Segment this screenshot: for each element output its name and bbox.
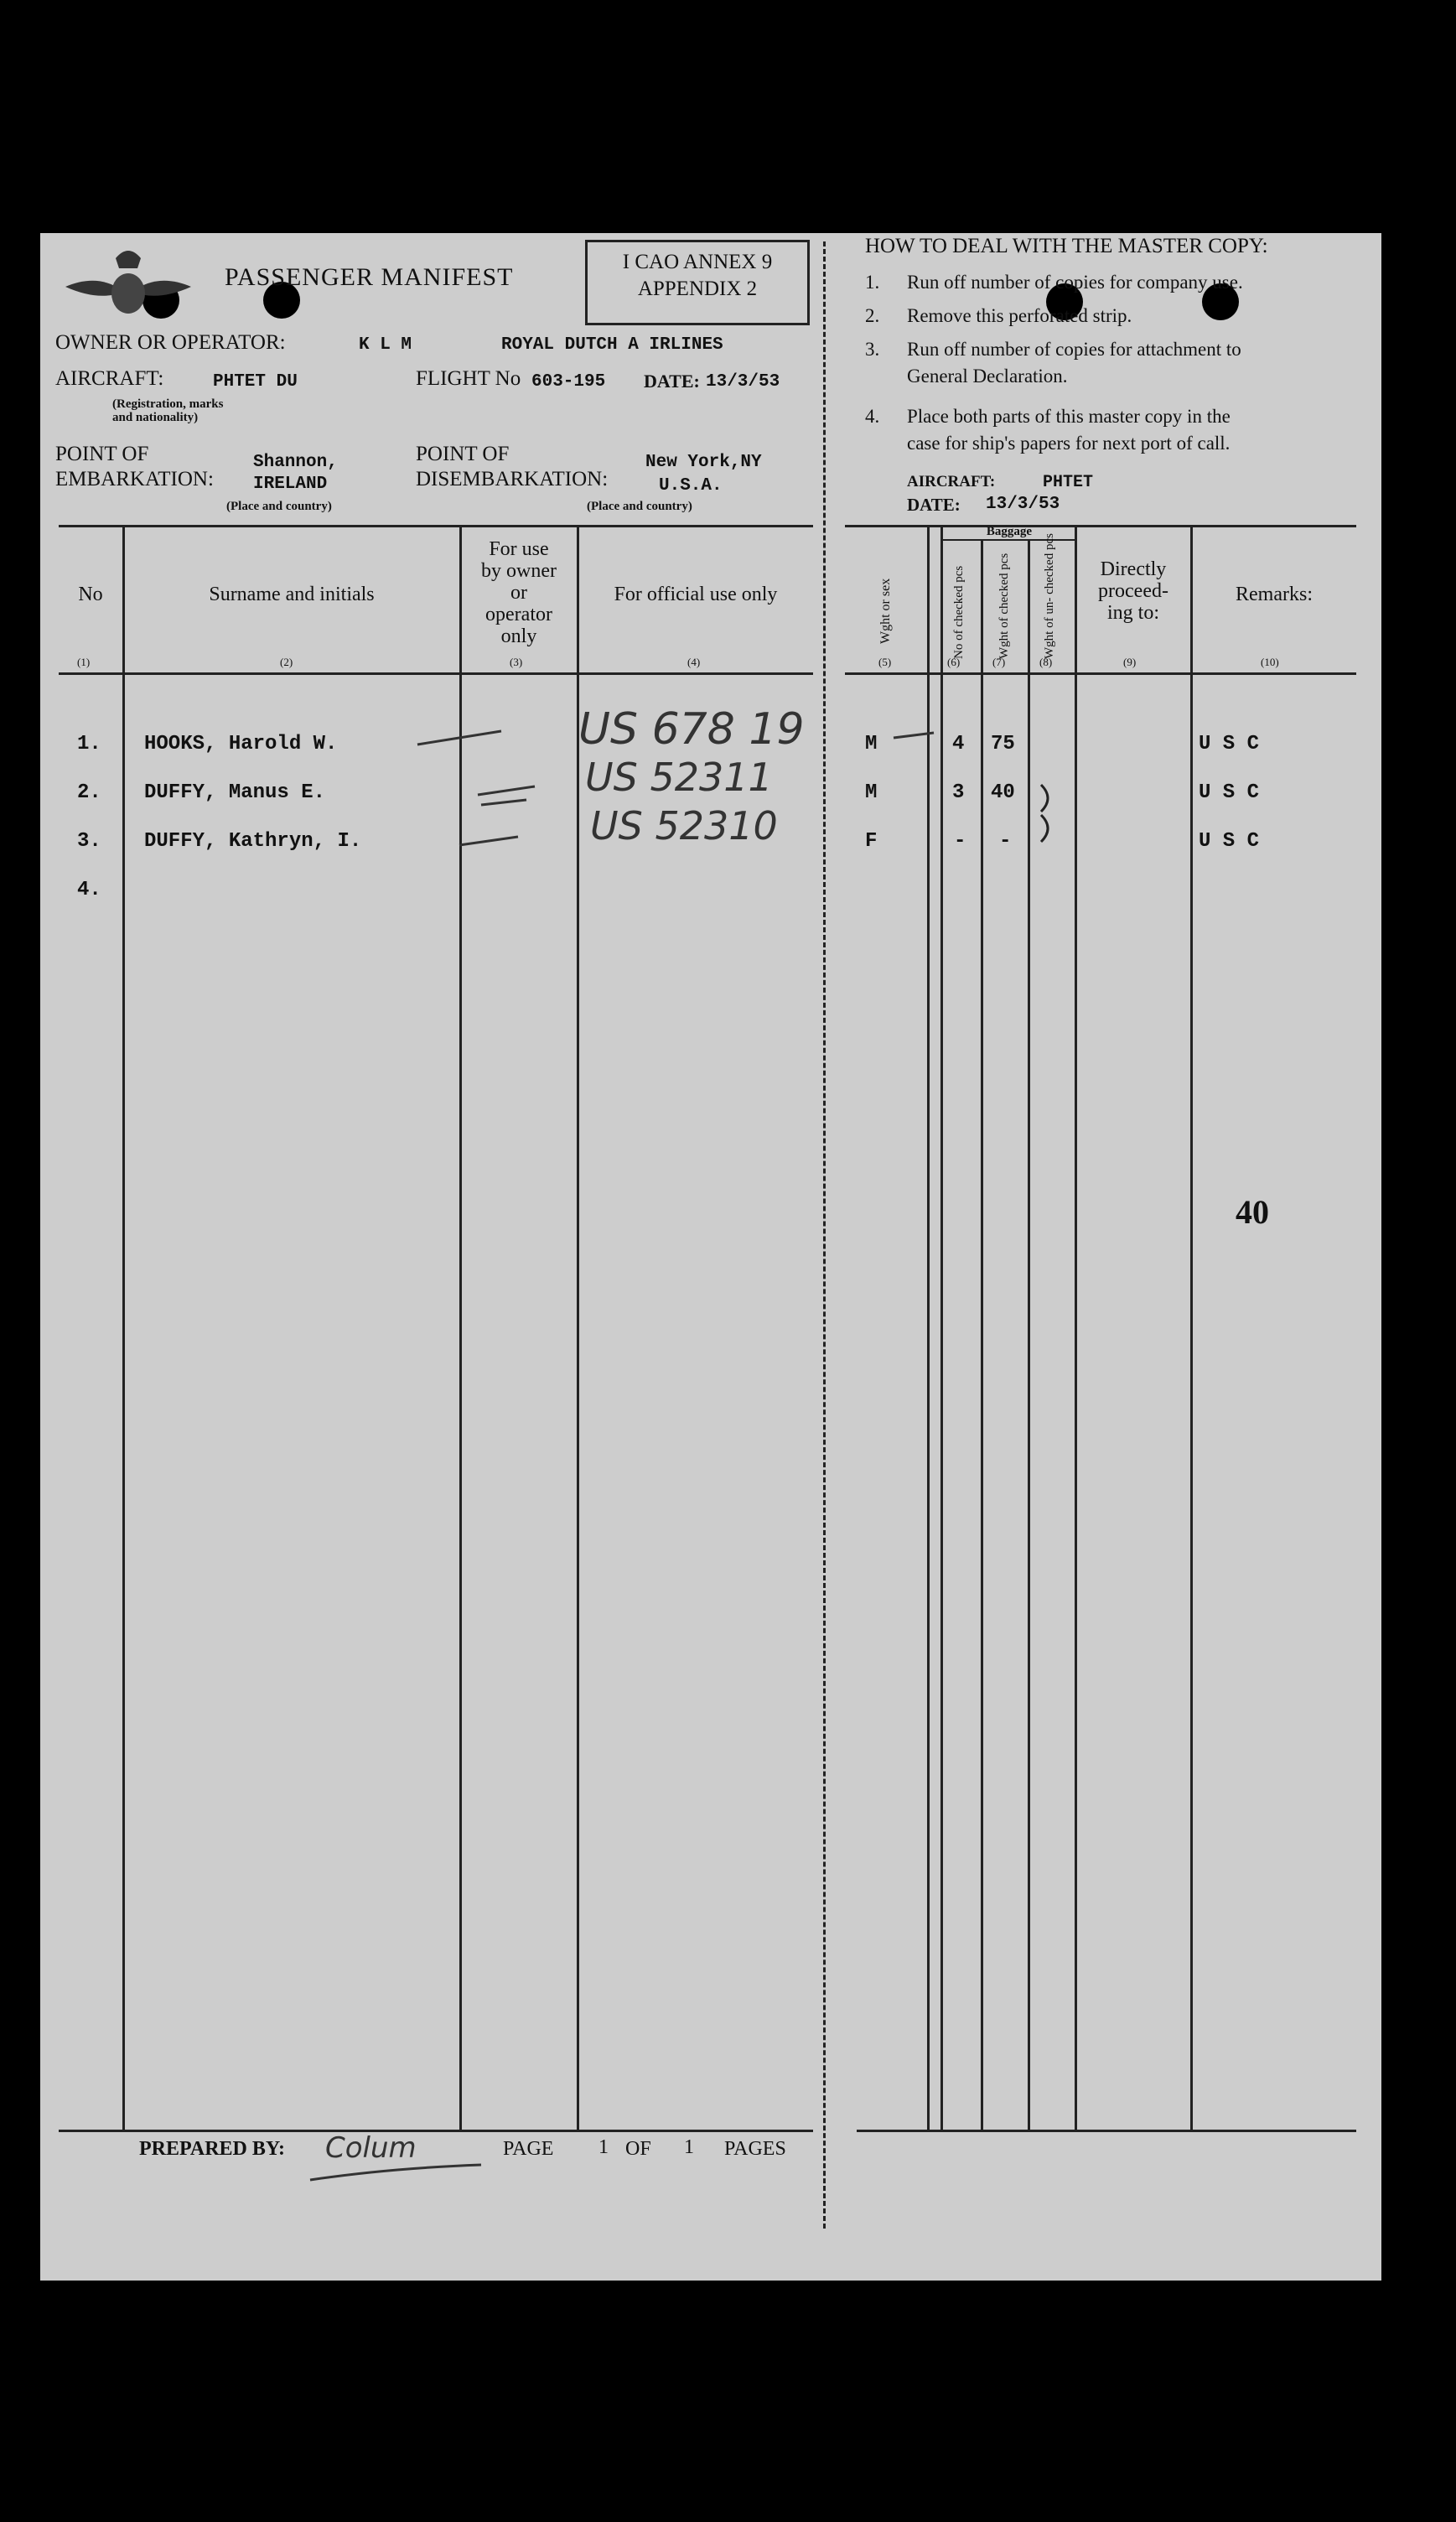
column-divider <box>122 527 125 2130</box>
remarks: U S C <box>1199 830 1260 853</box>
signature: Colum <box>325 2131 417 2165</box>
operator-code: K L M <box>359 335 412 355</box>
signature-underline <box>305 2153 498 2187</box>
remarks: U S C <box>1199 781 1260 804</box>
instruction-num: 3. <box>865 339 880 360</box>
column-divider <box>927 527 930 2130</box>
disembarkation-sub: (Place and country) <box>587 500 692 513</box>
row-number: 3. <box>77 830 101 853</box>
disembarkation-value-1: New York,NY <box>645 453 762 472</box>
instruction-num: 1. <box>865 272 880 293</box>
disembarkation-value-2: U.S.A. <box>659 476 723 496</box>
table-top-line <box>59 525 813 527</box>
table-top-line <box>845 525 1356 527</box>
instructions-title: HOW TO DEAL WITH THE MASTER COPY: <box>865 235 1268 257</box>
manifest-sheet <box>40 233 1381 2281</box>
embarkation-sub: (Place and country) <box>226 500 332 513</box>
of-label: OF <box>625 2138 651 2160</box>
passenger-sex: M <box>865 781 878 804</box>
official-use-entry: US 52311 <box>585 755 773 800</box>
passenger-name: HOOKS, Harold W. <box>144 733 338 755</box>
column-divider <box>1075 527 1077 2130</box>
instruction-text: Run off number of copies for company use. <box>907 272 1243 293</box>
col-baggage-header: Baggage <box>986 525 1033 538</box>
col-number: (3) <box>510 656 523 668</box>
col-number: (2) <box>280 656 293 668</box>
passenger-name: DUFFY, Manus E. <box>144 781 326 804</box>
col-number: (10) <box>1261 656 1279 668</box>
row-number: 4. <box>77 879 101 901</box>
checked-pieces: 4 <box>952 733 965 755</box>
col-number: (8) <box>1039 656 1053 668</box>
table-bottom-line <box>857 2130 1356 2132</box>
checked-weight: 40 <box>991 781 1015 804</box>
klm-crown-logo-icon <box>57 243 199 327</box>
column-divider <box>981 539 983 2130</box>
col-checked-pcs-header: No of checked pcs <box>952 565 966 659</box>
table-header-line <box>845 672 1356 675</box>
owner-use-marks <box>409 719 543 854</box>
embarkation-value-2: IRELAND <box>253 475 328 494</box>
col-weight-sex-header: Wght or sex <box>878 578 893 644</box>
col-owner-use-header: operator <box>485 604 552 625</box>
prepared-by-label: PREPARED BY: <box>139 2138 286 2160</box>
col-number: (9) <box>1123 656 1137 668</box>
flight-label: FLIGHT No <box>416 367 521 390</box>
row-number: 2. <box>77 781 101 804</box>
perforation-line <box>823 241 826 2229</box>
col-remarks-header: Remarks: <box>1236 584 1313 605</box>
instruction-text: Place both parts of this master copy in the <box>907 406 1231 427</box>
table-header-line <box>59 672 813 675</box>
page-label: PAGE <box>503 2138 554 2160</box>
passenger-name: DUFFY, Kathryn, I. <box>144 830 362 853</box>
checked-pieces: - <box>954 830 966 853</box>
annex-line2: APPENDIX 2 <box>637 278 758 300</box>
column-divider <box>577 527 579 2130</box>
col-owner-use-header: or <box>510 582 527 604</box>
sex-mark <box>890 714 940 748</box>
page-title: PASSENGER MANIFEST <box>225 263 514 291</box>
aircraft-sub1: (Registration, marks <box>112 397 224 411</box>
embarkation-label-2: EMBARKATION: <box>55 468 214 490</box>
column-divider <box>1190 527 1193 2130</box>
official-use-entry: US 52310 <box>590 803 778 848</box>
row-number: 1. <box>77 733 101 755</box>
of-num: 1 <box>684 2136 694 2158</box>
disembarkation-label-2: DISEMBARKATION: <box>416 468 609 490</box>
col-proceeding-header: ing to: <box>1106 602 1159 624</box>
col-proceeding-header: proceed- <box>1098 580 1168 602</box>
official-use-entry: US 678 19 <box>578 704 805 755</box>
instruction-num: 2. <box>865 305 880 326</box>
col-number: (4) <box>687 656 701 668</box>
checked-weight: 75 <box>991 733 1015 755</box>
col-surname-header: Surname and initials <box>209 584 375 605</box>
checked-pieces: 3 <box>952 781 965 804</box>
embarkation-label-1: POINT OF <box>55 443 149 465</box>
col-number: (5) <box>878 656 892 668</box>
col-owner-use-header: For use <box>489 538 549 560</box>
annex-box <box>585 240 810 325</box>
disembarkation-label-1: POINT OF <box>416 443 510 465</box>
checked-weight: - <box>999 830 1012 853</box>
passenger-sex: M <box>865 733 878 755</box>
operator-label: OWNER OR OPERATOR: <box>55 331 286 354</box>
col-official-header: For official use only <box>614 584 778 605</box>
aircraft-label: AIRCRAFT: <box>55 367 164 390</box>
operator-name: ROYAL DUTCH A IRLINES <box>501 335 723 355</box>
baggage-bracket <box>1038 781 1058 845</box>
col-owner-use-header: by owner <box>481 560 557 582</box>
instructions-aircraft-label: AIRCRAFT: <box>907 473 996 490</box>
embarkation-value-1: Shannon, <box>253 453 338 472</box>
date-label: DATE: <box>644 371 700 392</box>
page-number: 40 <box>1236 1193 1269 1231</box>
col-no-header: No <box>78 584 103 605</box>
annex-line1: I CAO ANNEX 9 <box>622 251 773 273</box>
instruction-num: 4. <box>865 406 880 427</box>
col-owner-use-header: only <box>500 625 537 647</box>
column-divider <box>940 527 943 2130</box>
remarks: U S C <box>1199 733 1260 755</box>
instruction-text: Run off number of copies for attachment to <box>907 339 1241 360</box>
instructions-date-label: DATE: <box>907 495 961 515</box>
aircraft-sub2: and nationality) <box>112 411 199 424</box>
col-number: (6) <box>947 656 961 668</box>
flight-value: 603-195 <box>531 372 606 392</box>
table-bottom-line <box>59 2130 813 2132</box>
instruction-text: Remove this perforated strip. <box>907 305 1132 326</box>
instruction-text: case for ship's papers for next port of call. <box>907 433 1231 454</box>
column-divider <box>1028 539 1030 2130</box>
date-value: 13/3/53 <box>706 372 780 392</box>
aircraft-value: PHTET DU <box>213 372 298 392</box>
page-num: 1 <box>598 2136 609 2158</box>
col-wght-unchecked-header: Wght of un- checked pcs <box>1043 533 1056 659</box>
col-number: (1) <box>77 656 91 668</box>
instructions-aircraft-value: PHTET <box>1043 473 1094 492</box>
passenger-sex: F <box>865 830 878 853</box>
col-proceeding-header: Directly <box>1100 558 1167 580</box>
instruction-text: General Declaration. <box>907 366 1068 387</box>
pages-label: PAGES <box>724 2138 786 2160</box>
col-number: (7) <box>992 656 1006 668</box>
instructions-date-value: 13/3/53 <box>986 495 1060 514</box>
col-wght-checked-header: Wght of checked pcs <box>997 553 1011 659</box>
